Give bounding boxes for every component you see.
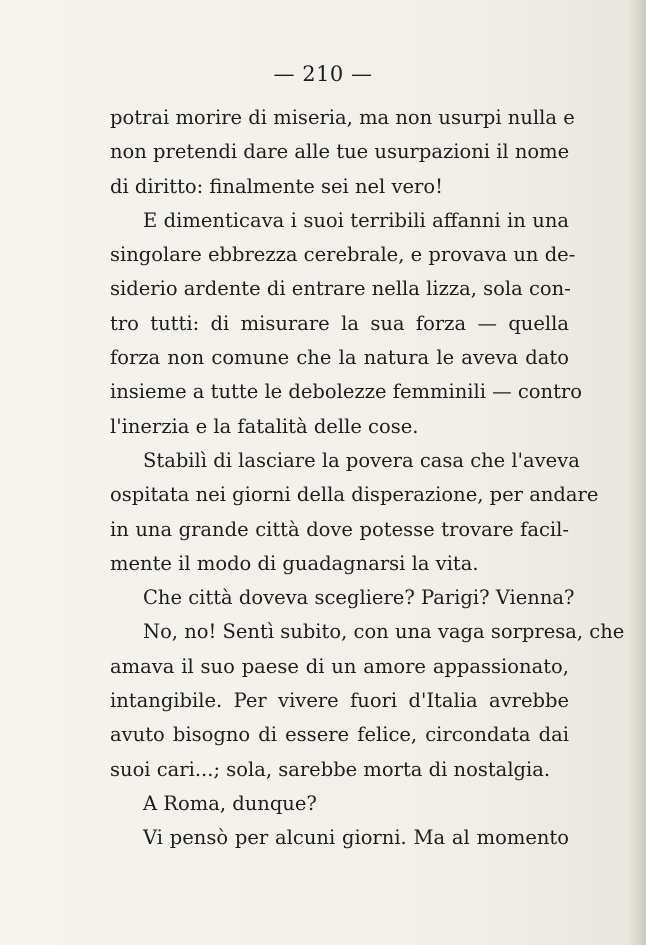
text-line: suoi cari...; sola, sarebbe morta di nostalgia. [110, 757, 551, 781]
text-line: singolare ebbrezza cerebrale, e provava un de- [110, 243, 576, 267]
text-line: in una grande città dove potesse trovare facil- [110, 517, 569, 541]
text-line: amava il suo paese di un amore appassionato, [110, 654, 569, 678]
text-line: di diritto: finalmente sei nel vero! [110, 174, 443, 198]
text-line: insieme a tutte le debolezze femminili — contro [110, 380, 582, 404]
text-line: siderio ardente di entrare nella lizza, sola con- [110, 277, 571, 301]
body-text [110, 101, 625, 856]
text-line: Che città doveva scegliere? Parigi? Vienna? [143, 586, 575, 610]
text-line: tro tutti: di misurare la sua forza — quella [110, 311, 569, 335]
text-line: avuto bisogno di essere felice, circondata dai [110, 723, 569, 747]
text-line: Vi pensò per alcuni giorni. Ma al momento [143, 826, 569, 850]
text-line: ospitata nei giorni della disperazione, per andare [110, 483, 599, 507]
text-line: mente il modo di guadagnarsi la vita. [110, 551, 479, 575]
text-line: Stabilì di lasciare la povera casa che l'aveva [143, 448, 580, 472]
text-line: A Roma, dunque? [143, 791, 317, 815]
text-line: potrai morire di miseria, ma non usurpi nulla e [110, 106, 575, 129]
text-line: l'inerzia e la fatalità delle cose. [110, 414, 419, 438]
text-line: non pretendi dare alle tue usurpazioni il nome [110, 140, 570, 164]
text-line: E dimenticava i suoi terribili affanni in una [143, 208, 569, 232]
page-edge-shadow [628, 0, 646, 945]
text-line: forza non comune che la natura le aveva dato [110, 346, 569, 370]
text-line: intangibile. Per vivere fuori d'Italia avrebbe [110, 689, 569, 713]
page-number: — 210 — [273, 62, 373, 86]
text-line: No, no! Sentì subito, con una vaga sorpresa, che [143, 620, 625, 644]
